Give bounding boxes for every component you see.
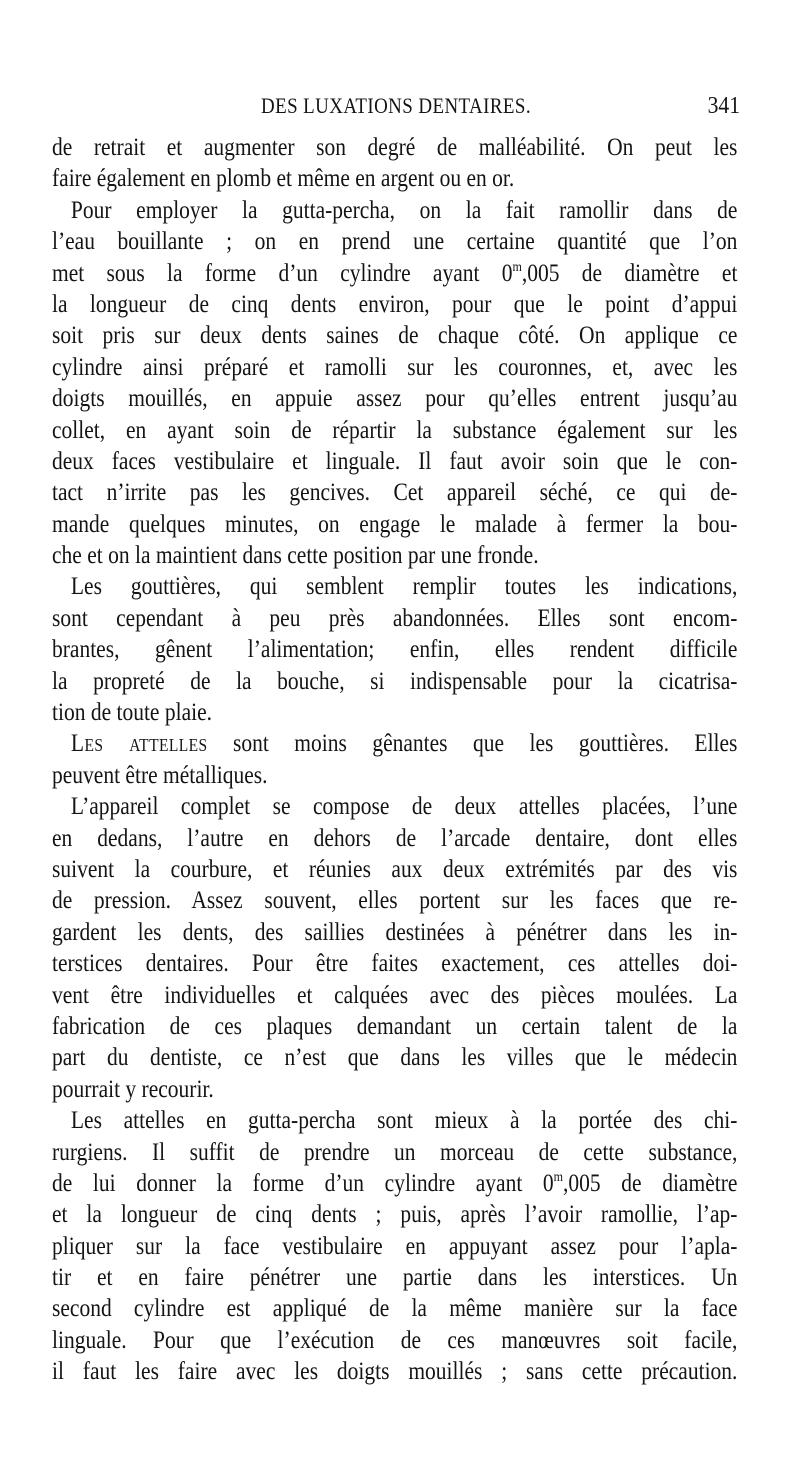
text-line: pourrait y recourir. [52, 1075, 214, 1103]
text-line: l’eau bouillante ; on en prend une certaine quantité que l’on [52, 228, 738, 256]
text-line: la propreté de la bouche, si indispensable pour la cicatrisa- [52, 667, 738, 695]
text-line: Pour employer la gutta-percha, on la fait ramollir dans de [70, 196, 738, 224]
text-line: doigts mouillés, en appuie assez pour qu’elles entrent jusqu’au [52, 385, 738, 413]
text-line: Les gouttières, qui semblent remplir toutes les indications, [70, 573, 738, 601]
text-line: che et on la maintient dans cette position par une fronde. [52, 542, 539, 570]
text-line: suivent la courbure, et réunies aux deux extrémités par des vis [52, 855, 738, 883]
text-line: peuvent être métalliques. [52, 761, 268, 789]
text-line: collet, en ayant soin de répartir la substance également sur les [52, 416, 738, 444]
text-line: la longueur de cinq dents environ, pour que le point d’appui [52, 290, 738, 318]
text-line: fabrication de ces plaques demandant un certain talent de la [52, 1012, 738, 1040]
text-line: vent être individuelles et calquées avec des pièces moulées. La [52, 981, 738, 1009]
text-line: tact n’irrite pas les gencives. Cet appareil séché, ce qui de- [52, 479, 738, 507]
text-line: second cylindre est appliqué de la même manière sur la face [52, 1295, 738, 1323]
text-line: gardent les dents, des saillies destinées à pénétrer dans les in- [52, 918, 738, 946]
text-line: soit pris sur deux dents saines de chaque côté. On applique ce [52, 322, 738, 350]
text-line: de lui donner la forme d’un cylindre ayant 0$^m$,005 de diamètre [52, 1169, 738, 1197]
text-line: sont cependant à peu près abandonnées. Elles sont encom- [52, 604, 738, 632]
text-line: pliquer sur la face vestibulaire en appuyant assez pour l’apla- [52, 1232, 738, 1260]
running-title: DES LUXATIONS DENTAIRES. [260, 93, 531, 118]
text-line: et la longueur de cinq dents ; puis, après l’avoir ramollie, l’ap- [52, 1201, 738, 1229]
text-line: L’appareil complet se compose de deux attelles placées, l’une [70, 793, 738, 821]
text-line: brantes, gênent l’alimentation; enfin, elles rendent difficile [52, 636, 738, 664]
body-text [52, 132, 738, 1388]
text-line: de retrait et augmenter son degré de malléabilité. On peut les [52, 134, 738, 161]
text-line: faire également en plomb et même en argent ou en or. [52, 165, 515, 193]
text-line: terstices dentaires. Pour être faites exactement, ces attelles doi- [52, 950, 738, 978]
text-line: met sous la forme d’un cylindre ayant 0$^m$,005 de diamètre et [52, 259, 738, 287]
text-line: tir et en faire pénétrer une partie dans les interstices. Un [52, 1264, 738, 1292]
text-line: part du dentiste, ce n’est que dans les villes que le médecin [52, 1044, 738, 1072]
running-head [52, 93, 740, 123]
unit-superscript: m [553, 1169, 564, 1185]
text-line: Les attelles en gutta-percha sont mieux à la portée des chi- [70, 1107, 738, 1135]
text-line: Les attelles sont moins gênantes que les gouttières. Elles [70, 730, 738, 758]
text-line: de pression. Assez souvent, elles portent sur les faces que re- [52, 887, 738, 915]
text-line: cylindre ainsi préparé et ramolli sur les couronnes, et, avec les [52, 353, 738, 381]
text-line: mande quelques minutes, on engage le malade à fermer la bou- [52, 510, 738, 538]
text-line: deux faces vestibulaire et linguale. Il faut avoir soin que le con- [52, 447, 738, 475]
section-term: Les attelles [70, 730, 208, 758]
text-line: linguale. Pour que l’exécution de ces manœuvres soit facile, [52, 1326, 738, 1354]
text-line: en dedans, l’autre en dehors de l’arcade dentaire, dont elles [52, 824, 738, 852]
page-number: 341 [707, 93, 740, 119]
text-line: il faut les faire avec les doigts mouillés ; sans cette précaution. [52, 1358, 738, 1386]
unit-superscript: m [512, 259, 522, 275]
text-line: tion de toute plaie. [52, 699, 213, 727]
text-line: rurgiens. Il suffit de prendre un morceau de cette substance, [52, 1138, 738, 1166]
